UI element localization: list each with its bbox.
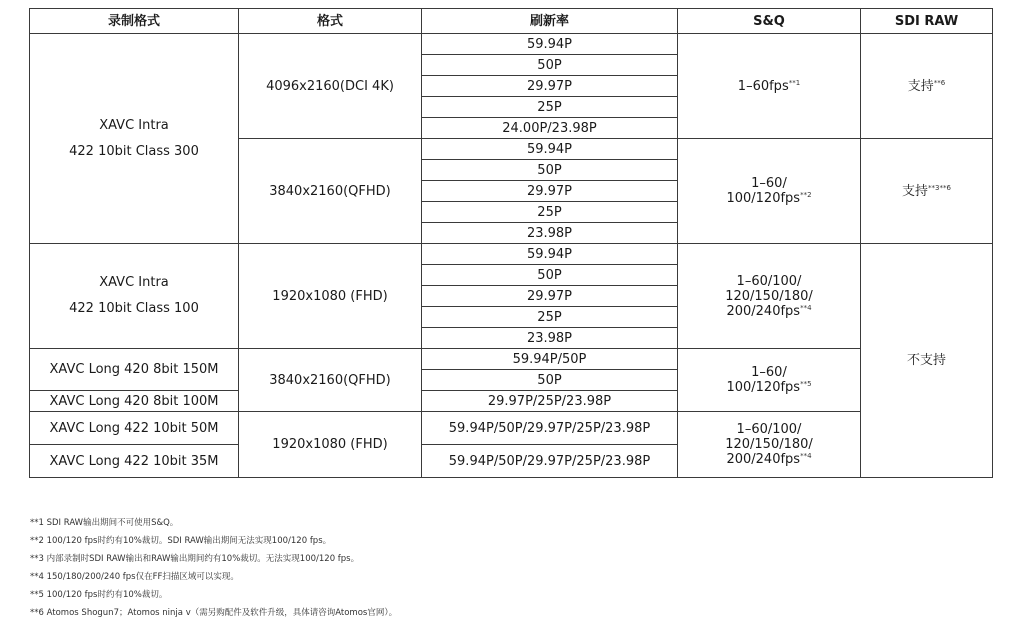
frame-rate-cell: 29.97P: [422, 76, 678, 97]
header-recording-format: 录制格式: [30, 9, 239, 34]
sq-line: 200/240fps: [726, 452, 801, 467]
sq-cell: [678, 244, 861, 349]
sq-footnote: **5: [800, 380, 812, 388]
sq-line: 1–60/: [751, 176, 787, 191]
sq-value: 1–60fps: [737, 78, 789, 94]
frame-rate-cell: 59.94P: [422, 244, 678, 265]
sq-footnote: **1: [788, 78, 801, 87]
header-frame-rate: 刷新率: [422, 9, 678, 34]
header-row: [30, 9, 993, 34]
frame-rate-cell: 59.94P: [422, 34, 678, 55]
rec-format-cell: [30, 244, 239, 349]
format-cell: 3840x2160(QFHD): [239, 139, 422, 244]
frame-rate-cell: 59.94P/50P: [422, 349, 678, 370]
sq-line: 120/150/180/: [725, 288, 813, 304]
rec-format-line: 422 10bit Class 100: [69, 301, 199, 316]
sq-footnote: **4: [800, 303, 812, 312]
frame-rate-cell: 50P: [422, 370, 678, 391]
spec-table: [29, 8, 993, 478]
sq-line: 200/240fps: [726, 303, 801, 319]
frame-rate-cell: 23.98P: [422, 223, 678, 244]
sq-cell: [678, 412, 861, 478]
sq-line: 100/120fps: [726, 191, 801, 206]
frame-rate-cell: 29.97P: [422, 286, 678, 307]
sq-cell: [678, 349, 861, 412]
frame-rate-cell: 25P: [422, 97, 678, 118]
footnote: **1 SDI RAW输出期间不可使用S&Q。: [30, 518, 179, 528]
frame-rate-cell: 59.94P/50P/29.97P/25P/23.98P: [422, 445, 678, 478]
rec-format-cell: [30, 34, 239, 244]
sq-line: 120/150/180/: [725, 437, 813, 452]
frame-rate-cell: 50P: [422, 265, 678, 286]
frame-rate-cell: 50P: [422, 160, 678, 181]
sq-line: 1–60/100/: [736, 422, 802, 437]
rec-format-line: XAVC Intra: [99, 275, 169, 290]
format-cell: 4096x2160(DCI 4K): [239, 34, 422, 139]
footnote: **3 内部录制时SDI RAW输出和RAW输出期间约有10%裁切。无法实现100/120 fps。: [30, 554, 360, 564]
format-cell: 3840x2160(QFHD): [239, 349, 422, 412]
footnote: **5 100/120 fps时约有10%裁切。: [30, 590, 168, 600]
sq-cell: [678, 139, 861, 244]
raw-cell: 不支持: [861, 244, 993, 478]
format-cell: 1920x1080 (FHD): [239, 412, 422, 478]
rec-format-cell: XAVC Long 422 10bit 50M: [30, 412, 239, 445]
table-row: [30, 412, 993, 445]
sq-line: 100/120fps: [726, 380, 801, 395]
raw-value: 支持: [907, 78, 934, 94]
raw-footnote: **6: [933, 78, 946, 87]
frame-rate-cell: 50P: [422, 55, 678, 76]
format-cell: 1920x1080 (FHD): [239, 244, 422, 349]
raw-cell: [861, 139, 993, 244]
rec-format-cell: XAVC Long 420 8bit 150M: [30, 349, 239, 391]
sq-footnote: **4: [800, 452, 812, 460]
frame-rate-cell: 59.94P/50P/29.97P/25P/23.98P: [422, 412, 678, 445]
footnote: **4 150/180/200/240 fps仅在FF扫描区域可以实现。: [30, 572, 239, 582]
footnotes: [30, 514, 397, 622]
frame-rate-cell: 29.97P: [422, 181, 678, 202]
frame-rate-cell: 59.94P: [422, 139, 678, 160]
rec-format-line: 422 10bit Class 300: [69, 143, 199, 159]
rec-format-cell: XAVC Long 422 10bit 35M: [30, 445, 239, 478]
table-row: [30, 349, 993, 370]
frame-rate-cell: 24.00P/23.98P: [422, 118, 678, 139]
table-row: [30, 244, 993, 265]
raw-footnote: **3**6: [928, 183, 951, 192]
frame-rate-cell: 25P: [422, 307, 678, 328]
raw-value: 支持: [902, 183, 929, 199]
table-row: [30, 34, 993, 55]
raw-cell: [861, 34, 993, 139]
rec-format-line: XAVC Intra: [99, 117, 169, 133]
sq-footnote: **2: [800, 191, 812, 199]
header-sdi-raw: SDI RAW: [861, 9, 993, 34]
header-sq: S&Q: [678, 9, 861, 34]
frame-rate-cell: 25P: [422, 202, 678, 223]
sq-line: 1–60/100/: [736, 273, 802, 289]
frame-rate-cell: 29.97P/25P/23.98P: [422, 391, 678, 412]
header-format: 格式: [239, 9, 422, 34]
rec-format-cell: XAVC Long 420 8bit 100M: [30, 391, 239, 412]
footnote: **6 Atomos Shogun7；Atomos ninja v（需另购配件及软件升级，具体请咨询Atomos官网）。: [30, 608, 398, 618]
sq-line: 1–60/: [751, 365, 787, 380]
frame-rate-cell: 23.98P: [422, 328, 678, 349]
footnote: **2 100/120 fps时约有10%裁切。SDI RAW输出期间无法实现100/120 fps。: [30, 536, 332, 546]
sq-cell: [678, 34, 861, 139]
